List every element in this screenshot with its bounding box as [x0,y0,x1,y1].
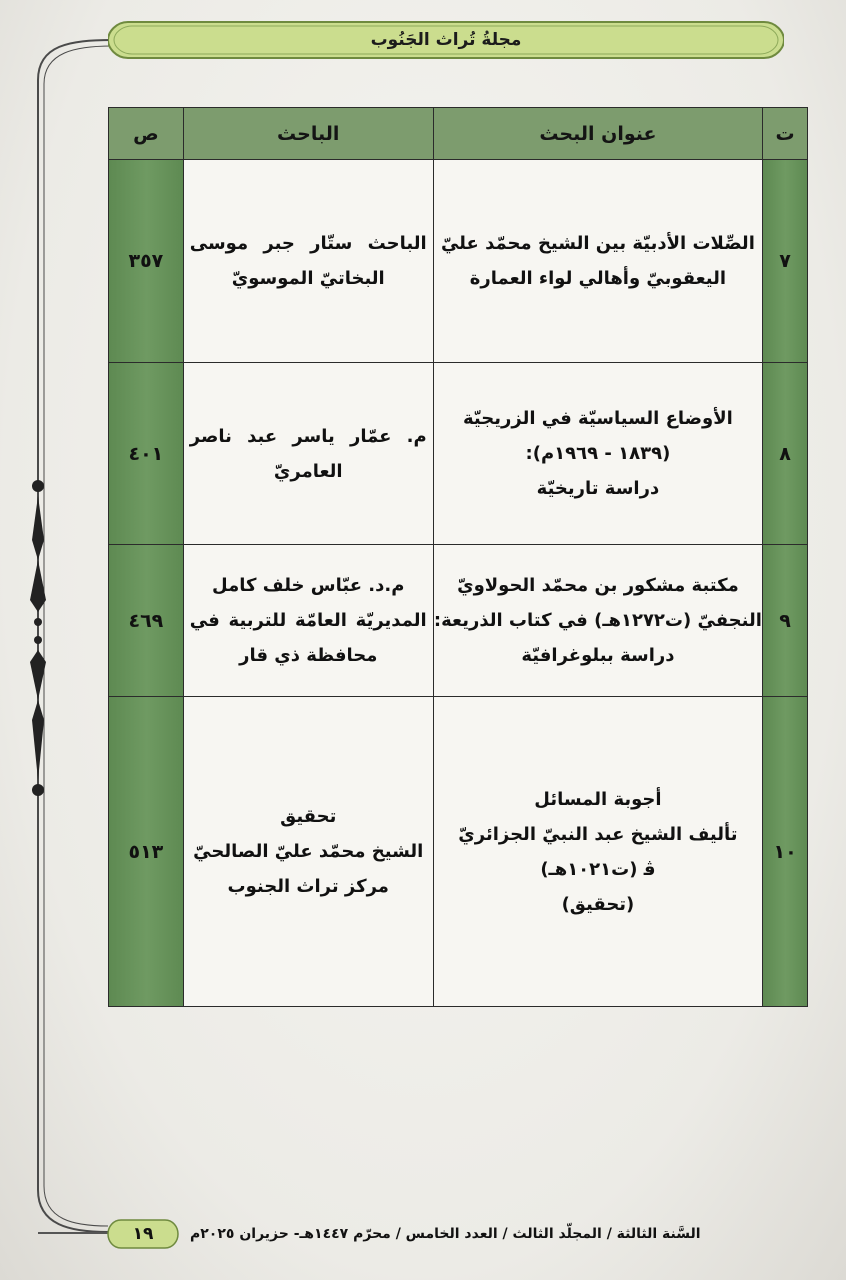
header-title: عنوان البحث [433,108,762,160]
author-line: م. عمّار ياسر عبد ناصر [189,425,427,447]
research-title [433,363,762,545]
title-line: الصِّلات الأدبيّة بين الشيخ محمّد عليّ [440,233,755,254]
title-line: النجفيّ (ت١٢٧٢هـ) في كتاب الذريعة: [433,610,762,631]
title-line: (١٨٣٩ - ١٩٦٩م): [525,443,671,464]
title-line: دراسة تاريخيّة [536,478,660,499]
researcher [183,697,433,1007]
author-line: المديريّة العامّة للتربية في [189,610,427,631]
author-line: البخاتيّ الموسويّ [231,268,385,289]
table-header-row [109,108,808,160]
header-page: ص [109,108,184,160]
table-row [109,545,808,697]
title-line: ﭬ (ت١٠٢١هـ) [540,858,656,880]
page-number-badge [107,1219,179,1249]
author-line: تحقيق [280,806,337,827]
table-row [109,160,808,363]
researcher [183,363,433,545]
header-author: الباحث [183,108,433,160]
research-title [433,160,762,363]
footer-rule [38,1232,108,1234]
page-number: ٣٥٧ [109,160,184,363]
page-number: ٤٦٩ [109,545,184,697]
journal-title: مجلةُ تُراث الجَنُوب [370,30,522,50]
author-line: العامريّ [273,460,343,482]
research-title [433,697,762,1007]
issue-info: السَّنة الثالثة / المجلّد الثالث / العدد الخامس / محرّم ١٤٤٧هـ- حزيران ٢٠٢٥م [190,1226,701,1242]
row-number: ١٠ [763,697,808,1007]
journal-header-band [108,20,784,60]
page-number: ٤٠١ [109,363,184,545]
table-row [109,363,808,545]
author-line: الباحث ستّار جبر موسى [189,233,427,254]
researcher [183,545,433,697]
title-line: مكتبة مشكور بن محمّد الحولاويّ [457,575,739,596]
title-line: اليعقوبيّ وأهالي لواء العمارة [469,268,727,289]
page-number: ٥١٣ [109,697,184,1007]
author-line: م.د. عبّاس خلف كامل [212,575,405,596]
researcher [183,160,433,363]
table-row [109,697,808,1007]
author-line: الشيخ محمّد عليّ الصالحيّ [193,841,424,862]
title-line: تأليف الشيخ عبد النبيّ الجزائريّ [458,823,738,845]
row-number: ٨ [763,363,808,545]
author-line: مركز تراث الجنوب [227,876,389,897]
research-title [433,545,762,697]
title-line: أجوبة المسائل [534,788,662,810]
author-line: محافظة ذي قار [239,645,378,666]
title-line: (تحقيق) [561,893,635,915]
header-number: ت [763,108,808,160]
row-number: ٧ [763,160,808,363]
title-line: دراسة ببلوغرافيّة [521,645,675,666]
title-line: الأوضاع السياسيّة في الزريجيّة [463,408,733,429]
row-number: ٩ [763,545,808,697]
footer-page-number: ١٩ [132,1224,154,1244]
contents-table [108,107,808,1007]
